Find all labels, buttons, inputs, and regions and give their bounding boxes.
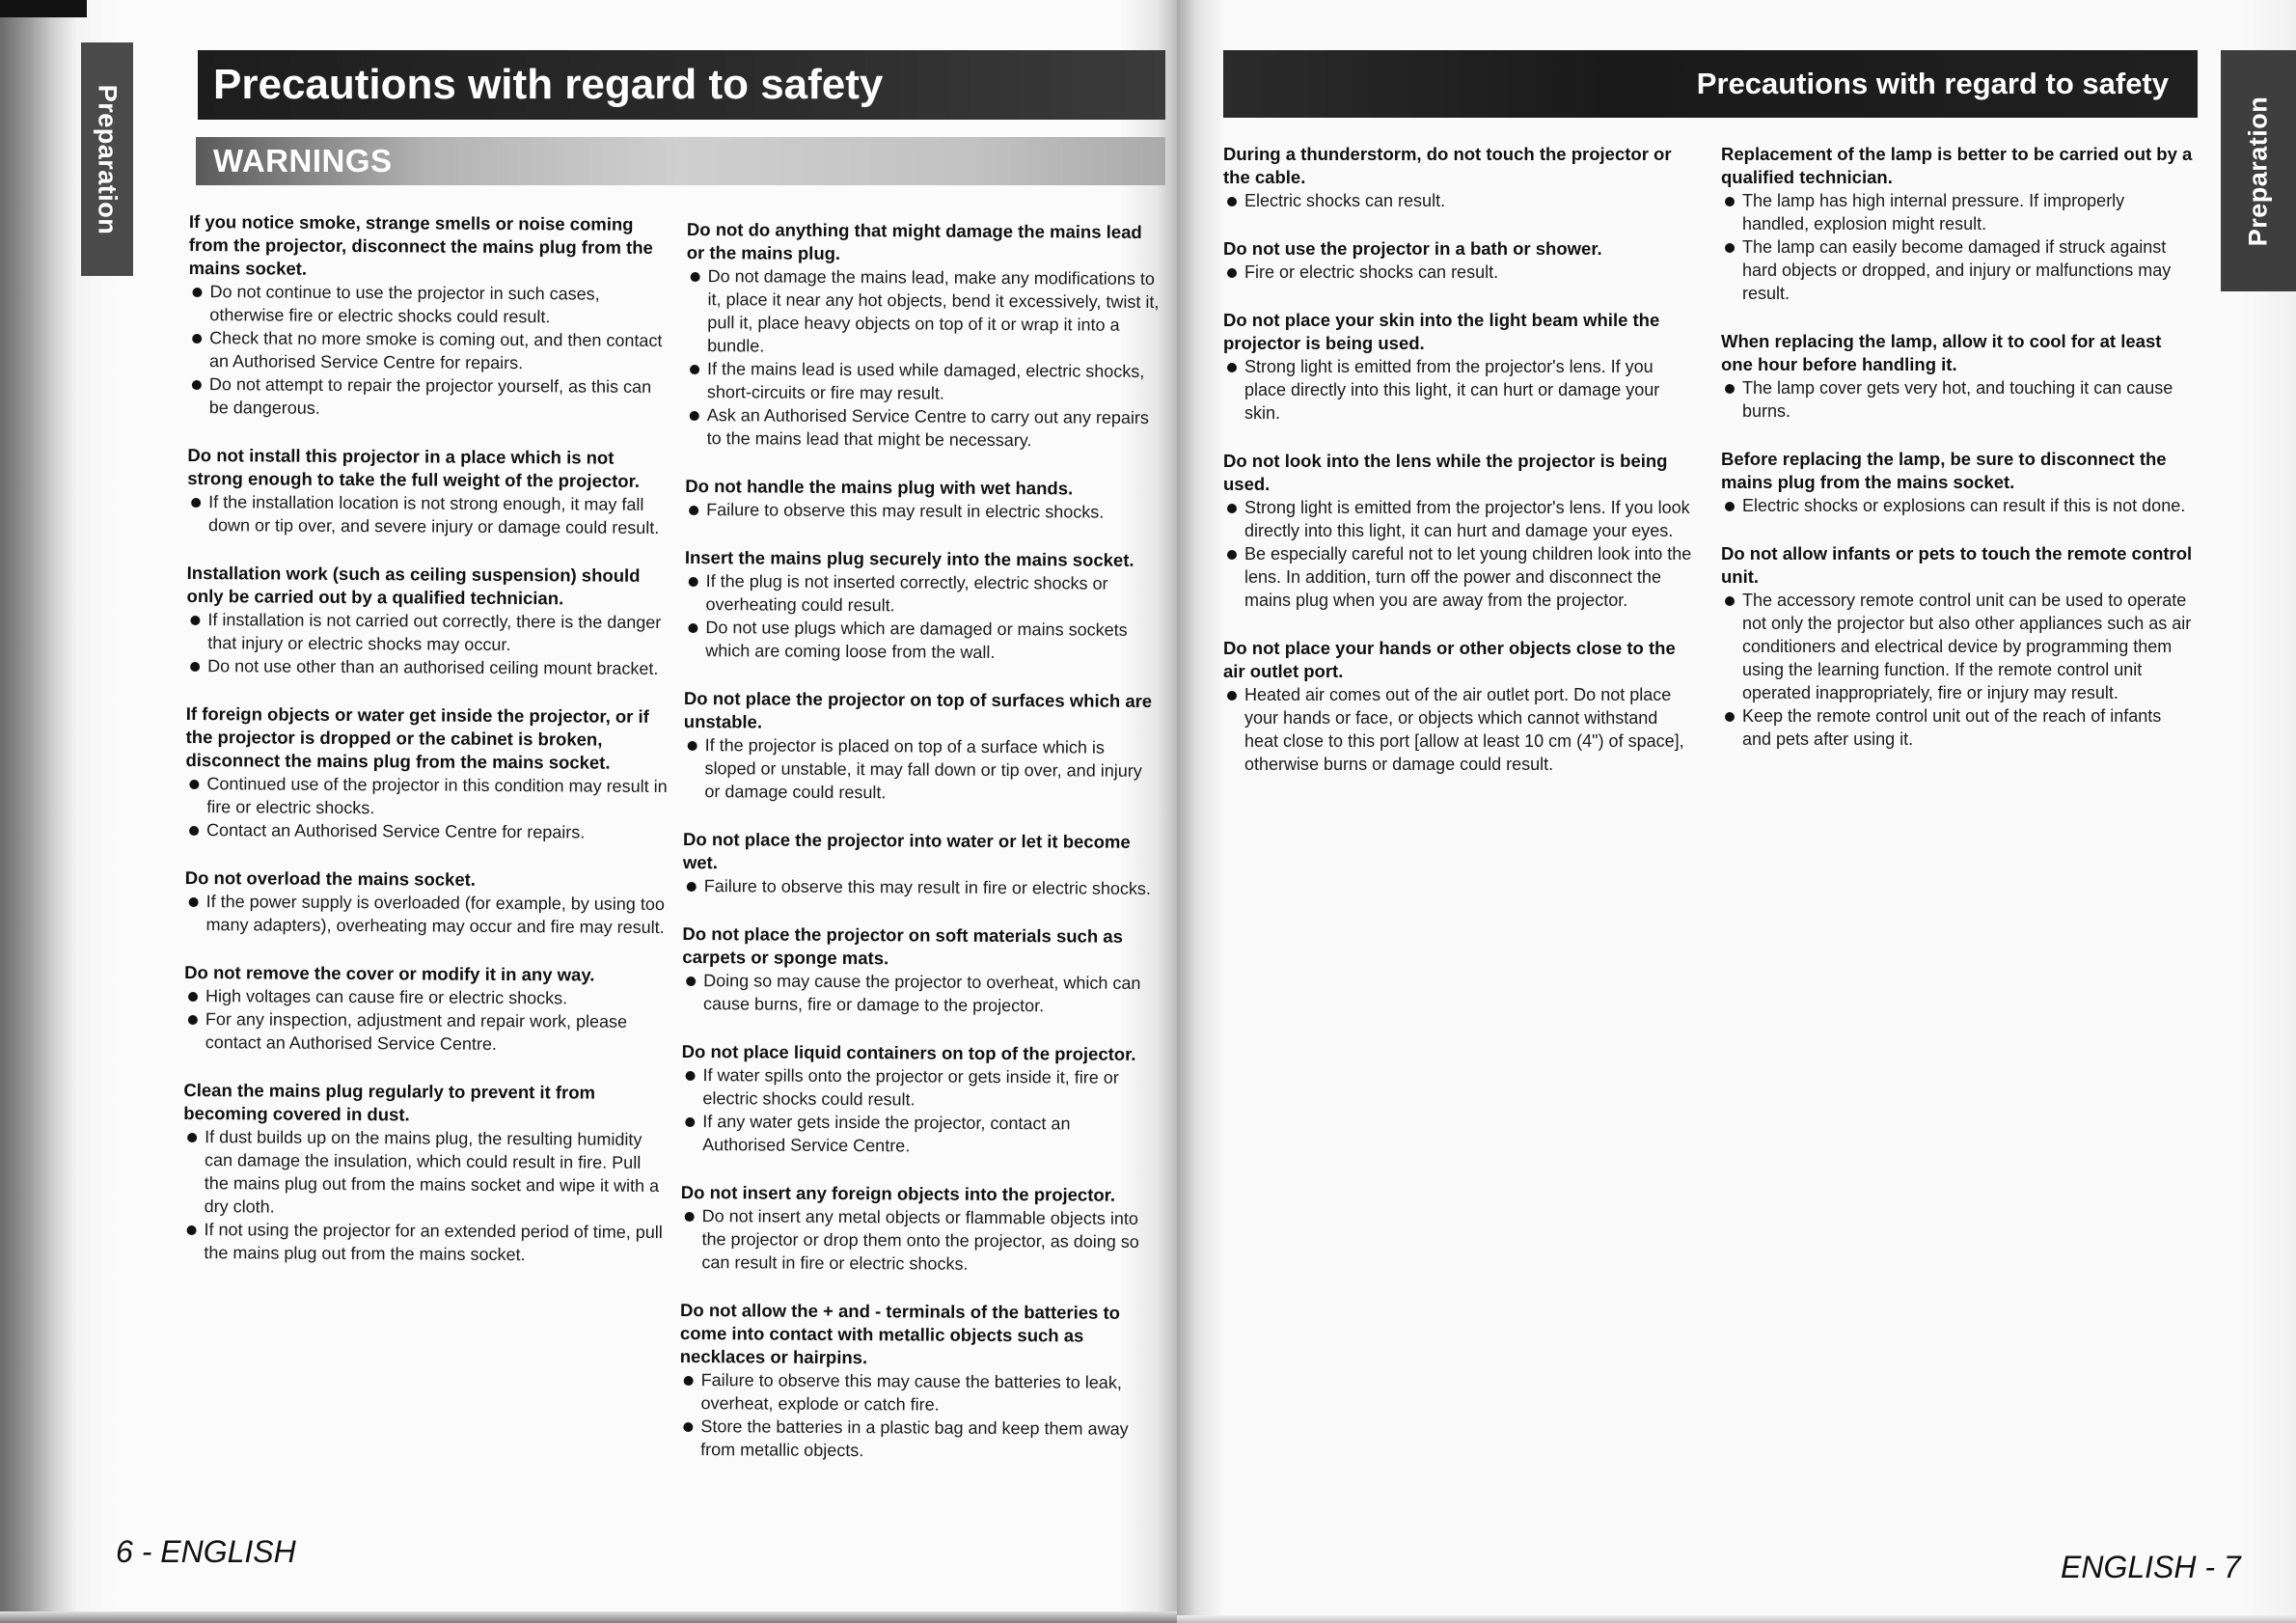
- precaution-bullet-item: [188, 326, 670, 375]
- precaution-bullet-text: Strong light is emitted from the projector's lens. If you look directly into this light, it can hurt and damage your eyes.: [1244, 498, 1690, 540]
- precaution-bullet-item: [681, 1110, 1154, 1159]
- precaution-bullet-item: [683, 874, 1156, 900]
- precaution-bullet-text: The lamp cover gets very hot, and touching it can cause burns.: [1742, 378, 2173, 421]
- precaution-section: [684, 546, 1158, 665]
- bullet-dot-icon: [687, 882, 697, 892]
- precaution-bullet-text: If installation is not carried out correctly, there is the danger that injury or electric shocks may occur.: [207, 610, 662, 655]
- precaution-section: [188, 210, 671, 422]
- scan-corner-shadow: [0, 0, 87, 17]
- precaution-bullet-text: If the plug is not inserted correctly, electric shocks or overheating could result.: [705, 571, 1108, 616]
- bullet-dot-icon: [686, 977, 696, 986]
- precaution-section: [685, 475, 1158, 524]
- precaution-section: [184, 867, 667, 939]
- precaution-section: [681, 1040, 1155, 1159]
- precaution-bullet-item: [184, 1007, 667, 1057]
- precaution-bullet-item: [1223, 683, 1696, 776]
- precaution-bullet-text: High voltages can cause fire or electric shocks.: [205, 986, 568, 1008]
- precaution-heading: Before replacing the lamp, be sure to disconnect the mains plug from the mains socket.: [1721, 449, 2167, 492]
- bullet-dot-icon: [685, 1117, 695, 1127]
- precaution-bullet-item: [686, 264, 1160, 360]
- left-page-number: 6 - ENGLISH: [116, 1534, 296, 1569]
- bullet-dot-icon: [686, 1071, 696, 1081]
- precaution-heading: Do not place your hands or other objects close to the air outlet port.: [1223, 638, 1676, 681]
- bullet-dot-icon: [187, 1133, 197, 1142]
- bullet-dot-icon: [1725, 712, 1735, 722]
- bullet-dot-icon: [1227, 268, 1237, 278]
- precaution-section: [1223, 450, 1696, 612]
- precaution-heading: Replacement of the lamp is better to be carried out by a qualified technician.: [1721, 144, 2193, 187]
- precaution-section: [682, 922, 1156, 1018]
- left-page-title: Precautions with regard to safety: [198, 50, 1165, 120]
- precaution-section: [1223, 637, 1696, 776]
- precaution-heading: Do not install this projector in a place which is not strong enough to take the full weight of the projector.: [187, 444, 641, 491]
- left-page-column-2: [679, 218, 1160, 1489]
- precaution-section: [1223, 309, 1696, 425]
- precaution-bullet-item: [186, 654, 669, 680]
- bullet-dot-icon: [190, 662, 200, 672]
- precaution-bullet-item: [1721, 704, 2194, 751]
- precaution-bullet-text: Failure to observe this may result in fire or electric shocks.: [703, 876, 1151, 898]
- precaution-bullet-item: [1223, 189, 1696, 212]
- precaution-bullet-item: [1721, 589, 2194, 704]
- bullet-dot-icon: [1725, 384, 1735, 394]
- precaution-heading: Do not place the projector on top of surfaces which are unstable.: [683, 687, 1153, 732]
- precaution-heading: Do not handle the mains plug with wet hands.: [685, 475, 1074, 499]
- precaution-bullet-item: [1721, 494, 2194, 517]
- bullet-dot-icon: [190, 616, 200, 625]
- precaution-section: [679, 1299, 1153, 1464]
- precaution-bullet-item: [684, 569, 1157, 619]
- precaution-heading: Do not allow the + and - terminals of the batteries to come into contact with metallic objects such as necklaces or hairpins.: [679, 1299, 1121, 1368]
- precaution-bullet-item: [185, 818, 668, 844]
- precaution-section: [1721, 330, 2194, 423]
- precaution-bullet-text: If the mains lead is used while damaged, electric shocks, short-circuits or fire may result.: [706, 359, 1145, 403]
- precaution-bullet-text: Store the batteries in a plastic bag and keep them away from metallic objects.: [700, 1417, 1129, 1461]
- precaution-heading: If foreign objects or water get inside the projector, or if the projector is dropped or the cabinet is broken, disconnect the mains plug from the mains socket.: [185, 702, 649, 773]
- precaution-bullet-text: If any water gets inside the projector, contact an Authorised Service Centre.: [702, 1112, 1071, 1156]
- precaution-section: [187, 444, 670, 539]
- precaution-heading: When replacing the lamp, allow it to cool for at least one hour before handling it.: [1721, 331, 2162, 374]
- precaution-bullet-item: [188, 280, 670, 329]
- precaution-bullet-text: The accessory remote control unit can be used to operate not only the projector but also other appliances such as air conditioners and electrical device by programming them using the learning function. If the remote control unit operated inappropriately, fire or injury may result.: [1742, 591, 2192, 702]
- precaution-bullet-item: [1721, 235, 2194, 305]
- bullet-dot-icon: [1227, 363, 1237, 372]
- bullet-dot-icon: [192, 334, 202, 344]
- precaution-section: [683, 828, 1156, 900]
- precaution-bullet-text: Fire or electric shocks can result.: [1244, 262, 1499, 282]
- bullet-dot-icon: [683, 1422, 693, 1432]
- precaution-bullet-item: [684, 616, 1157, 665]
- bullet-dot-icon: [1725, 243, 1735, 253]
- precaution-bullet-text: Do not use other than an authorised ceiling mount bracket.: [207, 656, 659, 678]
- precaution-bullet-text: Do not use plugs which are damaged or mains sockets which are coming loose from the wall.: [705, 618, 1128, 662]
- bullet-dot-icon: [689, 506, 698, 515]
- bullet-dot-icon: [684, 1376, 694, 1386]
- precaution-bullet-item: [186, 608, 669, 657]
- bullet-dot-icon: [189, 897, 199, 907]
- bullet-dot-icon: [188, 1015, 198, 1025]
- right-page-number: ENGLISH - 7: [2061, 1550, 2241, 1584]
- bullet-dot-icon: [689, 577, 698, 587]
- precaution-bullet-text: If the installation location is not strong enough, it may fall down or tip over, and severe injury or damage could result.: [207, 492, 660, 537]
- bullet-dot-icon: [1725, 596, 1735, 606]
- precaution-heading: Do not look into the lens while the projector is being used.: [1223, 451, 1668, 494]
- precaution-bullet-item: [679, 1415, 1152, 1464]
- precaution-bullet-item: [683, 733, 1156, 806]
- right-page-column-2: [1721, 143, 2194, 776]
- precaution-bullet-text: Electric shocks or explosions can result if this is not done.: [1742, 496, 2186, 515]
- precaution-bullet-text: The lamp can easily become damaged if struck against hard objects or dropped, and injury or malfunctions may result.: [1742, 237, 2172, 303]
- precaution-bullet-text: Failure to observe this may result in electric shocks.: [706, 500, 1105, 522]
- precaution-bullet-text: Ask an Authorised Service Centre to carry out any repairs to the mains lead that might be necessary.: [706, 405, 1150, 451]
- precaution-bullet-text: Heated air comes out of the air outlet port. Do not place your hands or face, or objects which cannot withstand heat close to this port [allow at least 10 cm (4") of space], otherwise burns or damage could result.: [1244, 685, 1684, 774]
- precaution-bullet-text: Do not continue to use the projector in such cases, otherwise fire or electric shocks could result.: [209, 282, 600, 327]
- precaution-heading: Installation work (such as ceiling suspension) should only be carried out by a qualified technician.: [186, 562, 641, 609]
- right-page-bottom-edge: [1177, 1615, 2296, 1623]
- right-side-tab-label: Preparation: [2243, 96, 2273, 246]
- precaution-bullet-item: [1223, 261, 1696, 284]
- right-page-column-1: [1223, 143, 1696, 801]
- left-side-tab: [81, 42, 133, 276]
- precaution-bullet-text: The lamp has high internal pressure. If improperly handled, explosion might result.: [1742, 191, 2125, 234]
- precaution-bullet-item: [680, 1204, 1153, 1277]
- precaution-bullet-text: Do not damage the mains lead, make any modifications to it, place it near any hot objects, bend it excessively, twist it, pull it, place heavy objects on top of it or wrap it into a bundle.: [707, 266, 1160, 356]
- precaution-bullet-item: [686, 403, 1159, 453]
- bullet-dot-icon: [192, 288, 202, 297]
- precaution-bullet-item: [681, 1063, 1154, 1113]
- precaution-section: [683, 687, 1157, 806]
- precaution-section: [686, 218, 1160, 453]
- precaution-bullet-text: Strong light is emitted from the projector's lens. If you place directly into this light, it can hurt or damage your skin.: [1244, 357, 1660, 423]
- bullet-dot-icon: [1227, 550, 1237, 560]
- precaution-section: [1223, 237, 1696, 284]
- precaution-section: [185, 702, 669, 844]
- left-page-column-1: [182, 210, 671, 1292]
- bullet-dot-icon: [1725, 197, 1735, 206]
- precaution-heading: Clean the mains plug regularly to prevent it from becoming covered in dust.: [183, 1079, 596, 1125]
- precaution-bullet-item: [682, 969, 1155, 1018]
- bullet-dot-icon: [690, 365, 699, 374]
- precaution-bullet-item: [185, 772, 668, 821]
- precaution-section: [1223, 143, 1696, 212]
- precaution-bullet-item: [679, 1368, 1152, 1417]
- precaution-bullet-item: [188, 372, 670, 422]
- right-page-title: Precautions with regard to safety: [1223, 50, 2198, 118]
- precaution-bullet-text: For any inspection, adjustment and repair work, please contact an Authorised Service Centre.: [205, 1009, 628, 1054]
- precaution-bullet-text: If the projector is placed on top of a surface which is sloped or unstable, it may fall down or tip over, and injury or damage could result.: [704, 735, 1142, 803]
- warnings-banner: WARNINGS: [196, 137, 1165, 185]
- precaution-bullet-item: [183, 1125, 667, 1221]
- bullet-dot-icon: [188, 992, 198, 1002]
- precaution-section: [1721, 542, 2194, 751]
- bullet-dot-icon: [191, 498, 201, 508]
- bullet-dot-icon: [187, 1225, 197, 1235]
- bullet-dot-icon: [688, 623, 697, 633]
- left-page-bottom-edge: [0, 1611, 1177, 1623]
- precaution-bullet-text: Contact an Authorised Service Centre for repairs.: [206, 820, 586, 842]
- precaution-bullet-item: [182, 1218, 665, 1267]
- bullet-dot-icon: [189, 826, 199, 836]
- precaution-bullet-item: [685, 498, 1158, 524]
- precaution-heading: Do not remove the cover or modify it in any way.: [184, 961, 595, 985]
- precaution-section: [680, 1181, 1154, 1277]
- precaution-heading: Do not place liquid containers on top of the projector.: [681, 1040, 1136, 1064]
- bullet-dot-icon: [685, 1212, 695, 1222]
- precaution-bullet-text: Doing so may cause the projector to overheat, which can cause burns, fire or damage to the projector.: [702, 971, 1141, 1016]
- precaution-heading: Do not insert any foreign objects into the projector.: [680, 1181, 1116, 1205]
- precaution-bullet-text: If not using the projector for an extended period of time, pull the mains plug out from the mains socket.: [204, 1220, 663, 1265]
- precaution-bullet-text: Be especially careful not to let young children look into the lens. In addition, turn off the power and disconnect the mains plug when you are away from the projector.: [1244, 544, 1692, 610]
- bullet-dot-icon: [192, 380, 202, 390]
- bullet-dot-icon: [1725, 502, 1735, 511]
- bullet-dot-icon: [189, 780, 199, 789]
- precaution-bullet-item: [1721, 189, 2194, 235]
- precaution-bullet-text: Do not insert any metal objects or flammable objects into the projector or drop them onto the projector, as doing so can result in fire or electric shocks.: [701, 1206, 1139, 1274]
- precaution-bullet-text: If the power supply is overloaded (for example, by using too many adapters), overheating may occur and fire may result.: [205, 892, 665, 938]
- precaution-bullet-item: [1223, 355, 1696, 425]
- precaution-heading: Do not overload the mains socket.: [184, 867, 477, 890]
- precaution-bullet-item: [184, 890, 667, 939]
- bullet-dot-icon: [690, 411, 699, 421]
- precaution-section: [186, 562, 670, 680]
- precaution-section: [1721, 448, 2194, 517]
- precaution-heading: Do not place the projector into water or let it become wet.: [682, 828, 1131, 873]
- bullet-dot-icon: [691, 272, 700, 282]
- bullet-dot-icon: [1227, 504, 1237, 513]
- precaution-bullet-text: Continued use of the projector in this condition may result in fire or electric shocks.: [206, 774, 668, 818]
- precaution-heading: Do not place your skin into the light beam while the projector is being used.: [1223, 310, 1660, 353]
- precaution-heading: If you notice smoke, strange smells or noise coming from the projector, disconnect the mains plug from the mains socket.: [188, 210, 653, 279]
- precaution-bullet-text: Electric shocks can result.: [1244, 191, 1446, 210]
- precaution-section: [1721, 143, 2194, 305]
- precaution-bullet-item: [1223, 496, 1696, 542]
- precaution-section: [182, 1079, 666, 1267]
- precaution-bullet-item: [1223, 542, 1696, 612]
- precaution-heading: Do not place the projector on soft materials such as carpets or sponge mats.: [682, 922, 1123, 969]
- precaution-bullet-text: Failure to observe this may cause the batteries to leak, overheat, explode or catch fire.: [700, 1370, 1122, 1415]
- precaution-heading: Insert the mains plug securely into the mains socket.: [684, 546, 1134, 570]
- precaution-bullet-item: [686, 357, 1159, 406]
- precaution-heading: Do not allow infants or pets to touch the remote control unit.: [1721, 543, 2193, 587]
- precaution-heading: Do not use the projector in a bath or shower.: [1223, 238, 1602, 259]
- precaution-section: [184, 961, 668, 1057]
- precaution-bullet-text: If water spills onto the projector or gets inside it, fire or electric shocks could result.: [702, 1065, 1119, 1110]
- precaution-heading: Do not do anything that might damage the mains lead or the mains plug.: [686, 218, 1142, 263]
- bullet-dot-icon: [1227, 197, 1237, 206]
- precaution-bullet-text: Keep the remote control unit out of the reach of infants and pets after using it.: [1742, 706, 2162, 749]
- precaution-heading: During a thunderstorm, do not touch the projector or the cable.: [1223, 144, 1672, 187]
- precaution-bullet-item: [187, 490, 670, 539]
- right-side-tab: [2221, 50, 2296, 291]
- precaution-bullet-text: If dust builds up on the mains plug, the resulting humidity can damage the insulation, which could result in fire. Pull the mains plug out from the mains socket and wipe it with a dry cloth.: [204, 1127, 660, 1217]
- precaution-bullet-item: [184, 984, 667, 1010]
- precaution-bullet-item: [1721, 376, 2194, 423]
- precaution-bullet-text: Do not attempt to repair the projector yourself, as this can be dangerous.: [208, 374, 652, 418]
- bullet-dot-icon: [1227, 691, 1237, 701]
- bullet-dot-icon: [688, 741, 697, 751]
- precaution-bullet-text: Check that no more smoke is coming out, and then contact an Authorised Service Centre for repairs.: [208, 328, 663, 373]
- left-side-tab-label: Preparation: [93, 84, 123, 234]
